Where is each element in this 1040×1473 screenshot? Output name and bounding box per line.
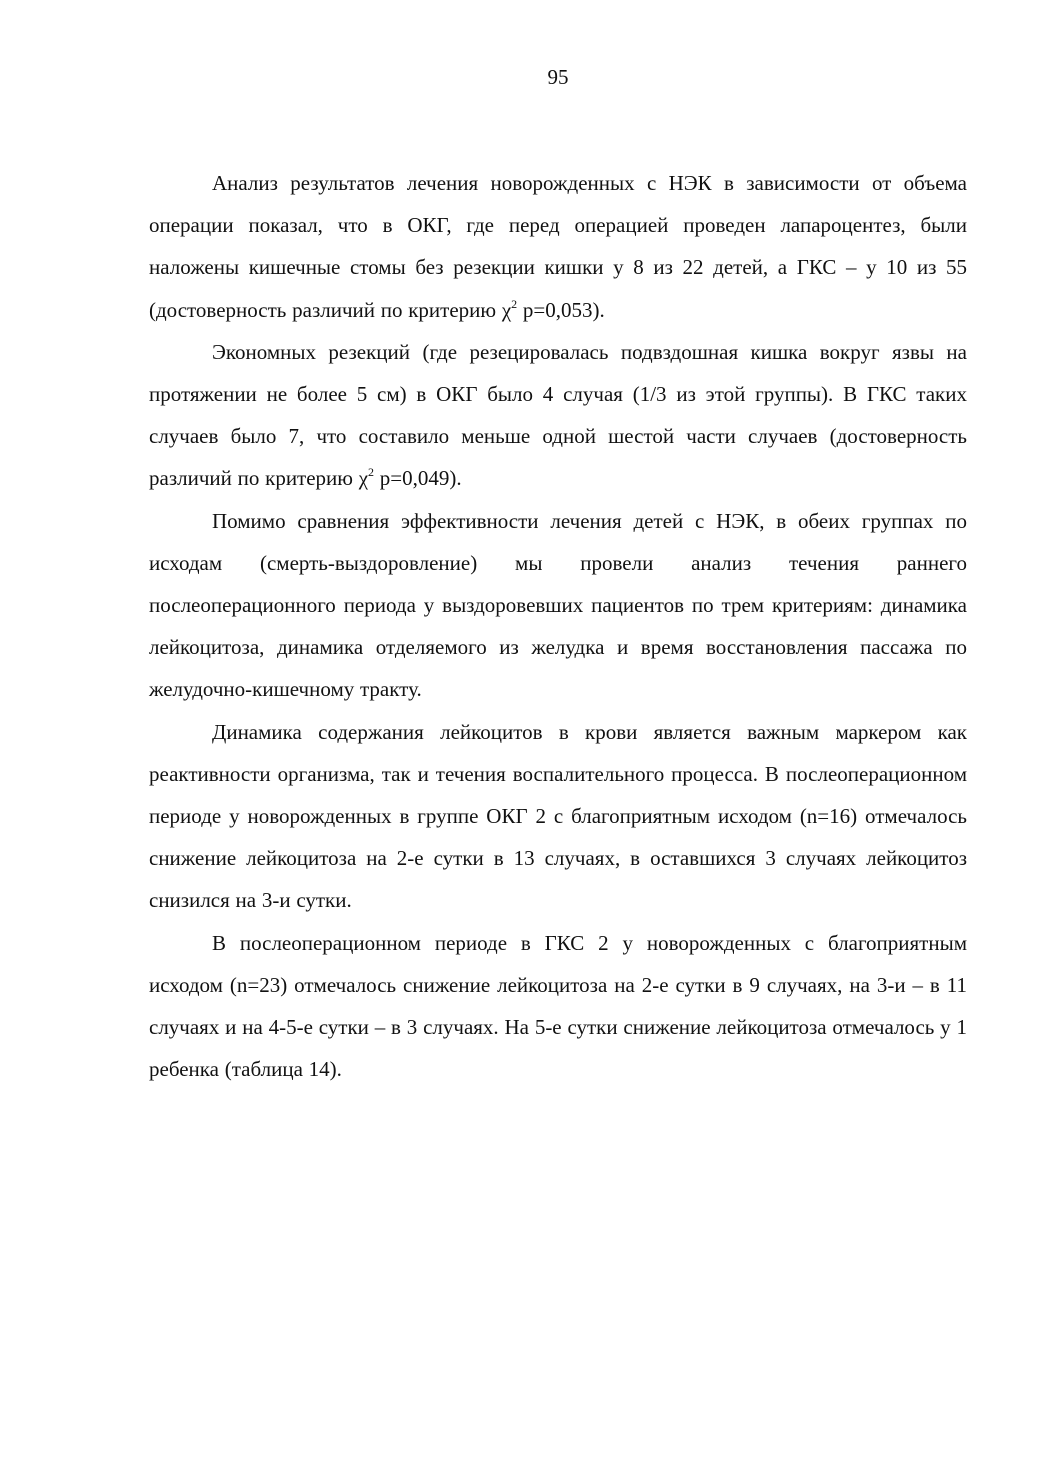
paragraph-text: В послеоперационном периоде в ГКС 2 у новорожденных с благоприятным исходом (n=23) отмечалось снижение лейкоцитоза на 2-е сутки в 9 случаях, на 3-и – в 11 случаях и на 4-5-е сутки – в 3 случаях. На 5-е сутки снижение лейкоцитоза отмечалось у 1 ребенка (таблица 14). (149, 930, 967, 1082)
paragraph-text: Экономных резекций (где резецировалась подвздошная кишка вокруг язвы на протяжении не более 5 см) в ОКГ было 4 случая (1/3 из этой группы). В ГКС таких случаев было 7, что составило меньше одной шестой части случаев (достоверность различий по критерию χ (149, 339, 967, 491)
paragraph-text: Помимо сравнения эффективности лечения детей с НЭК, в обеих группах по исходам (смерть-выздоровление) мы провели анализ течения раннего послеоперационного периода у выздоровевших пациентов по трем критериям: динамика лейкоцитоза, динамика отделяемого из желудка и время восстановления пассажа по желудочно-кишечному тракту. (149, 508, 967, 702)
superscript: 2 (511, 296, 518, 311)
document-body (149, 162, 967, 1090)
paragraph-economic-resections (149, 331, 967, 500)
paragraph-leukocyte-gks (149, 922, 967, 1091)
paragraph-text-end: р=0,049). (374, 466, 462, 491)
paragraph-surgery-volume (149, 162, 967, 331)
paragraph-leukocyte-okg (149, 711, 967, 922)
page-number: 95 (547, 65, 569, 89)
paragraph-text: Анализ результатов лечения новорожденных с НЭК в зависимости от объема операции показал, что в ОКГ, где перед операцией проведен лапароцентез, были наложены кишечные стомы без резекции кишки у 8 из 22 детей, а ГКС – у 10 из 55 (достоверность различий по критерию χ (149, 171, 967, 322)
paragraph-postoperative-analysis (149, 500, 967, 711)
paragraph-text: Динамика содержания лейкоцитов в крови является важным маркером как реактивности организма, так и течения воспалительного процесса. В послеоперационном периоде у новорожденных в группе ОКГ 2 с благоприятным исходом (n=16) отмечалось снижение лейкоцитоза на 2-е сутки в 13 случаях, в оставшихся 3 случаях лейкоцитоз снизился на 3-и сутки. (149, 719, 967, 913)
paragraph-text-end: р=0,053). (517, 297, 605, 322)
superscript: 2 (368, 465, 375, 480)
